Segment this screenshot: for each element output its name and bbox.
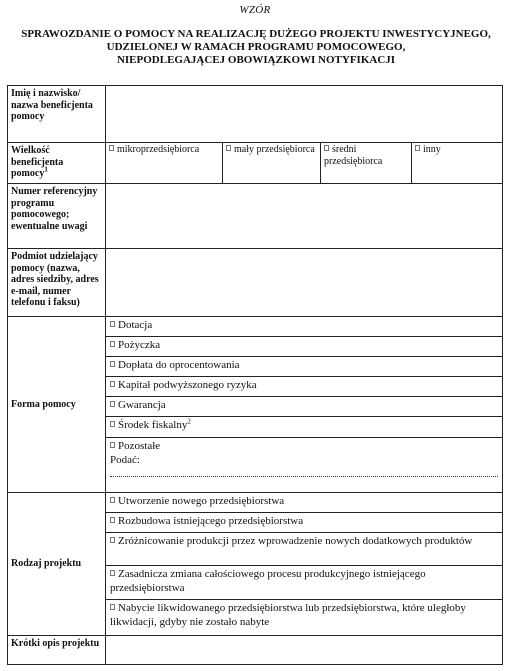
- granting-authority-label: Podmiot udzielający pomocy (nazwa, adres siedziby, adres e-mail, numer telefonu i faksu): [8, 249, 106, 316]
- checkbox-icon[interactable]: [110, 570, 115, 576]
- specify-label: Podać:: [110, 454, 140, 466]
- project-description-row: [8, 636, 502, 664]
- checkbox-icon[interactable]: [110, 517, 115, 523]
- checkbox-icon[interactable]: [110, 604, 115, 610]
- beneficiary-size-row: [8, 143, 502, 184]
- aid-option-guarantee[interactable]: Gwarancja: [106, 397, 502, 417]
- checkbox-icon[interactable]: [226, 145, 231, 151]
- project-option-extension[interactable]: Rozbudowa istniejącego przedsiębiorstwa: [106, 513, 502, 533]
- programme-reference-row: [8, 184, 502, 249]
- aid-form-row: [8, 317, 502, 493]
- beneficiary-name-field[interactable]: [106, 86, 502, 142]
- checkbox-icon[interactable]: [110, 497, 115, 503]
- granting-authority-row: [8, 249, 502, 317]
- project-type-row: [8, 493, 502, 636]
- aid-option-other[interactable]: Pozostałe Podać:: [106, 438, 502, 492]
- beneficiary-name-row: [8, 86, 502, 143]
- aid-option-fiscal-measure[interactable]: Środek fiskalny$^2$: [106, 417, 502, 438]
- checkbox-icon[interactable]: [324, 145, 329, 151]
- report-form: [7, 85, 503, 665]
- checkbox-icon[interactable]: [109, 145, 114, 151]
- granting-authority-field[interactable]: [106, 249, 502, 316]
- checkbox-icon[interactable]: [110, 381, 115, 387]
- aid-option-risk-capital[interactable]: Kapitał podwyższonego ryzyka: [106, 377, 502, 397]
- aid-option-interest-subsidy[interactable]: Dopłata do oprocentowania: [106, 357, 502, 377]
- footnote-1-marker: 1: [44, 165, 48, 174]
- aid-option-grant[interactable]: Dotacja: [106, 317, 502, 337]
- checkbox-icon[interactable]: [110, 421, 115, 427]
- beneficiary-size-label: Wielkość beneficjenta pomocy$^1$: [8, 143, 106, 183]
- project-option-diversification[interactable]: Zróżnicowanie produkcji przez wprowadzenie nowych dodatkowych produktów: [106, 533, 502, 566]
- size-option-small[interactable]: mały przedsiębiorca: [223, 143, 321, 183]
- checkbox-icon[interactable]: [415, 145, 420, 151]
- programme-reference-label: Numer referencyjny programu pomocowego; ewentualne uwagi: [8, 184, 106, 248]
- checkbox-icon[interactable]: [110, 341, 115, 347]
- checkbox-icon[interactable]: [110, 361, 115, 367]
- checkbox-icon[interactable]: [110, 537, 115, 543]
- project-option-new-establishment[interactable]: Utworzenie nowego przedsiębiorstwa: [106, 493, 502, 513]
- programme-reference-field[interactable]: [106, 184, 502, 248]
- checkbox-icon[interactable]: [110, 442, 115, 448]
- checkbox-icon[interactable]: [110, 321, 115, 327]
- project-description-label: Krótki opis projektu: [8, 636, 106, 664]
- size-option-micro[interactable]: mikroprzedsiębiorca: [106, 143, 223, 183]
- checkbox-icon[interactable]: [110, 401, 115, 407]
- size-option-medium[interactable]: średni przedsiębiorca: [321, 143, 412, 183]
- project-type-label: Rodzaj projektu: [8, 493, 106, 635]
- specify-line-field[interactable]: [110, 476, 498, 477]
- project-option-acquisition[interactable]: Nabycie likwidowanego przedsiębiorstwa lub przedsiębiorstwa, które uległoby likwidacji, gdyby nie zostało nabyte: [110, 602, 466, 628]
- aid-form-label: Forma pomocy: [8, 317, 106, 492]
- project-description-field[interactable]: [106, 636, 502, 664]
- beneficiary-size-options: [106, 143, 502, 183]
- beneficiary-name-label: Imię i nazwisko/ nazwa beneficjenta pomocy: [8, 86, 106, 142]
- aid-option-loan[interactable]: Pożyczka: [106, 337, 502, 357]
- title-line-3: NIEPODLEGAJĄCEJ OBOWIĄZKOWI NOTYFIKACJI: [116, 54, 396, 66]
- size-option-other[interactable]: inny: [412, 143, 502, 183]
- project-type-options: [106, 493, 502, 635]
- title-line-2: UDZIELONEJ W RAMACH PROGRAMU POMOCOWEGO,: [106, 41, 406, 53]
- report-title: [10, 28, 502, 67]
- footnote-2-marker: 2: [187, 417, 191, 426]
- title-line-1: SPRAWOZDANIE O POMOCY NA REALIZACJĘ DUŻEGO PROJEKTU INWESTYCYJNEGO,: [21, 28, 491, 40]
- template-label: WZÓR: [239, 4, 271, 16]
- aid-form-options: [106, 317, 502, 492]
- project-option-process-change[interactable]: Zasadnicza zmiana całościowego procesu produkcyjnego istniejącego przedsiębiorstwa: [106, 566, 502, 600]
